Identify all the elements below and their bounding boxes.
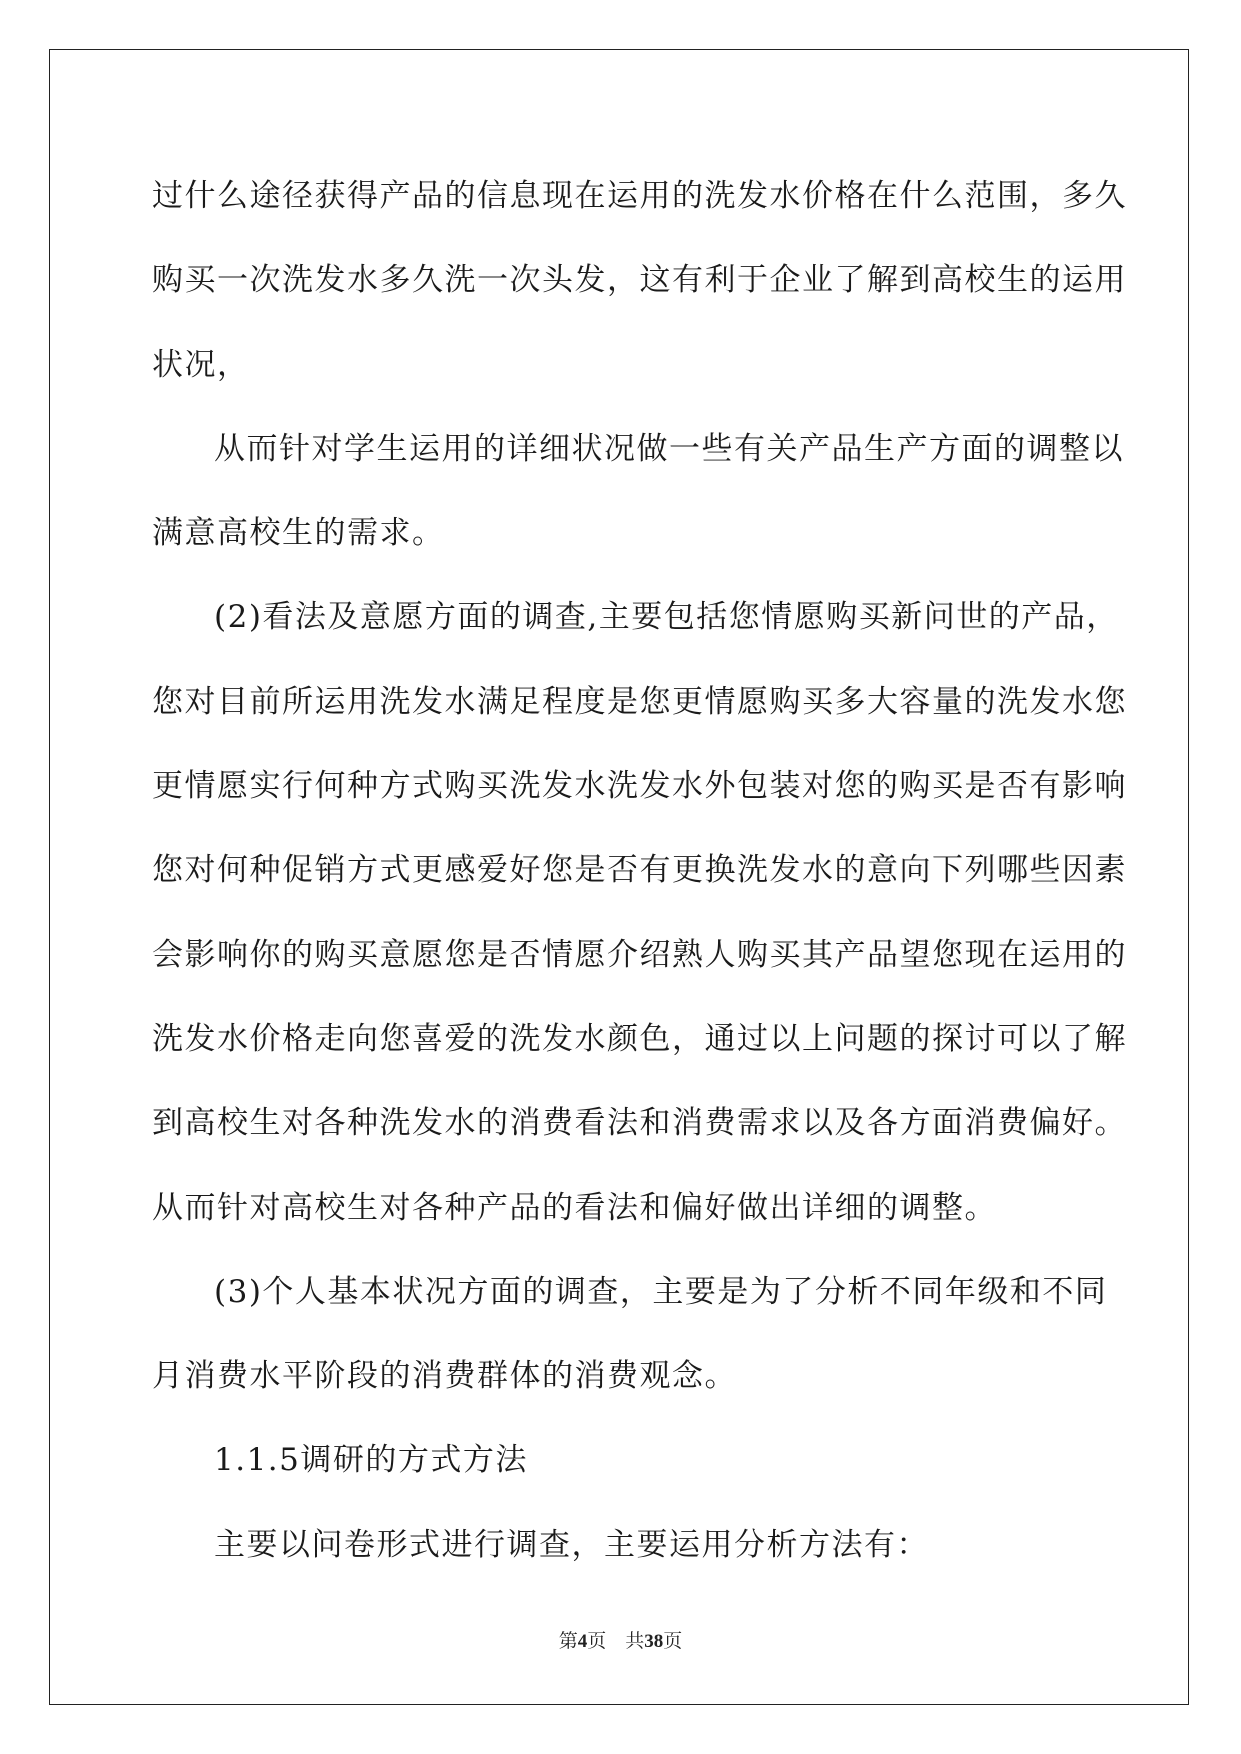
text-line: (3)个人基本状况方面的调查，主要是为了分析不同年级和不同	[214, 1273, 1108, 1310]
text-line: 购买一次洗发水多久洗一次头发，这有利于企业了解到高校生的运用	[152, 262, 1127, 299]
text-line: 您对目前所运用洗发水满足程度是您更情愿购买多大容量的洗发水您	[152, 683, 1127, 720]
text-line: (2)看法及意愿方面的调查,主要包括您情愿购买新问世的产品，	[214, 599, 1119, 636]
footer-mid: 页 共	[587, 1631, 645, 1652]
page-footer	[0, 1626, 1241, 1653]
total-page-count: 38	[644, 1631, 664, 1652]
text-line: 从而针对学生运用的详细状况做一些有关产品生产方面的调整以	[214, 430, 1124, 467]
text-line: 过什么途径获得产品的信息现在运用的洗发水价格在什么范围，多久	[152, 178, 1127, 214]
text-line: 状况，	[152, 346, 250, 383]
text-line: 洗发水价格走向您喜爱的洗发水颜色，通过以上问题的探讨可以了解	[152, 1020, 1127, 1057]
document-body	[152, 154, 1127, 1587]
text-line: 从而针对高校生对各种产品的看法和偏好做出详细的调整。	[152, 1189, 997, 1226]
text-line: 主要以问卷形式进行调查，主要运用分析方法有：	[214, 1526, 929, 1563]
text-line: 更情愿实行何种方式购买洗发水洗发水外包装对您的购买是否有影响	[152, 768, 1127, 805]
text-line: 月消费水平阶段的消费群体的消费观念。	[152, 1358, 737, 1395]
footer-prefix: 第	[558, 1631, 578, 1652]
text-line: 1.1.5调研的方式方法	[214, 1442, 528, 1479]
current-page-number: 4	[577, 1631, 588, 1652]
text-line: 会影响你的购买意愿您是否情愿介绍熟人购买其产品望您现在运用的	[152, 936, 1127, 973]
footer-suffix: 页	[663, 1631, 683, 1652]
text-line: 您对何种促销方式更感爱好您是否有更换洗发水的意向下列哪些因素	[152, 852, 1127, 889]
text-line: 到高校生对各种洗发水的消费看法和消费需求以及各方面消费偏好。	[152, 1105, 1127, 1142]
text-line: 满意高校生的需求。	[152, 515, 445, 552]
